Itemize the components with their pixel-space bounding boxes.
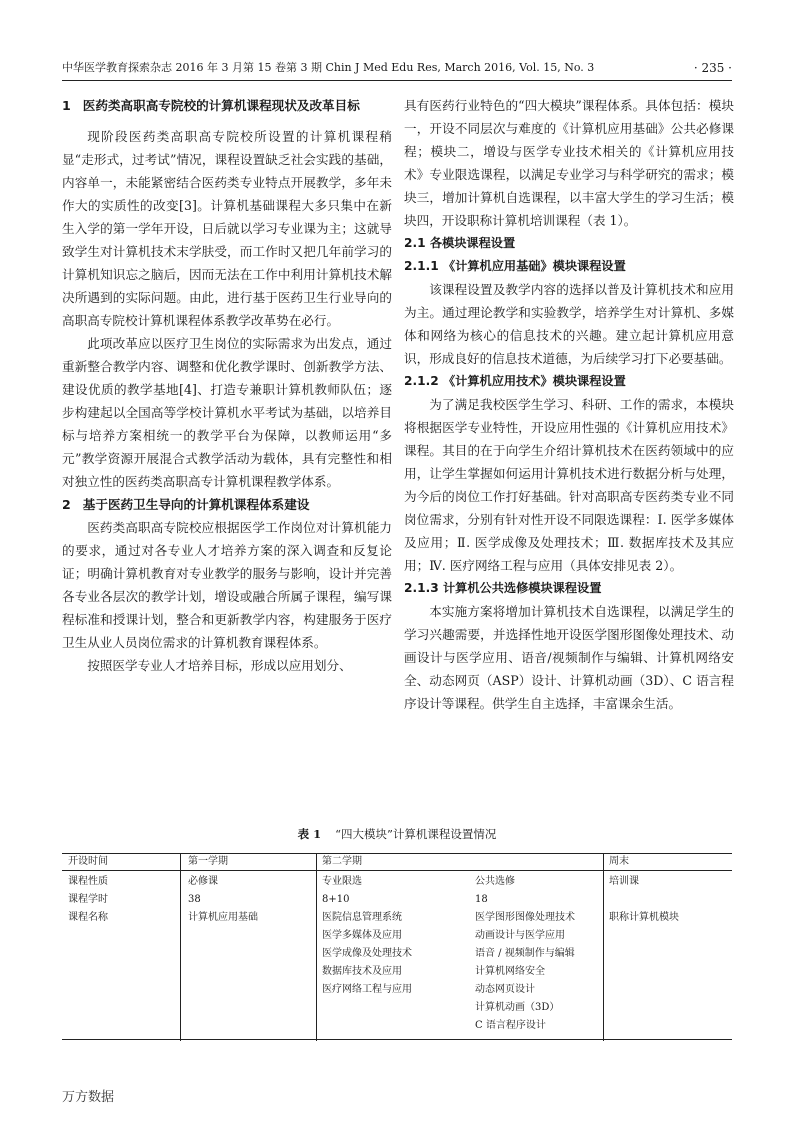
sem2-elective-type: 专业限选 [322, 876, 362, 887]
row-label-type: 课程性质 [68, 876, 108, 887]
paragraph-2: 此项改革应以医疗卫生岗位的实际需求为出发点，通过重新整合教学内容、调整和优化教学课时、创新教学方法、建设优质的教学基地[4]、打造专兼职计算机教师队伍；逐步构建起以全国高等学校计算机水平考试为基础，以培养目标与培养方案相统一的教学平台为保障，以教师运用“多元”教学资源开展混合式教学活动为载体，具有完整性和相对独立性的医药类高职高专计算机课程教学体系。 [62, 336, 392, 489]
header-rule [62, 80, 732, 81]
list-item: C 语言程序设计 [475, 1020, 546, 1031]
running-header [62, 58, 732, 78]
sem2-public-type: 公共选修 [475, 876, 515, 887]
list-item: 医疗网络工程与应用 [322, 984, 412, 995]
heading-2-1-3: 2.1.3 计算机公共选修模块课程设置 [404, 581, 602, 595]
header-weekend: 周末 [609, 856, 629, 867]
public-course-list [475, 909, 575, 1035]
heading-2-1: 2.1 各模块课程设置 [404, 236, 516, 250]
table-top-rule [62, 853, 732, 854]
footer-watermark: 万方数据 [62, 1090, 115, 1105]
weekend-type: 培训课 [609, 876, 639, 887]
table-bottom-rule [62, 1039, 732, 1040]
table-title: “四大模块”计算机课程设置情况 [335, 827, 497, 841]
list-item: 计算机动画（3D） [475, 1002, 560, 1013]
list-item: 计算机网络安全 [475, 966, 545, 977]
section-1-number: 1 [62, 98, 71, 113]
list-item: 医学图形图像处理技术 [475, 912, 575, 923]
list-item: 医学成像及处理技术 [322, 948, 412, 959]
paragraph-4: 按照医学专业人才培养目标，形成以应用划分、 [87, 658, 352, 673]
table-divider-2 [316, 853, 317, 1041]
list-item: 动画设计与医学应用 [475, 930, 565, 941]
paragraph-electives: 本实施方案将增加计算机技术自选课程，以满足学生的学习兴趣需要，并选择性地开设医学图形图像处理技术、动画设计与医学应用、语音/视频制作与编辑、计算机网络安全、动态网页（ASP）设计、计算机动画（3D）、C 语言程序设计等课程。供学生自主选择，丰富课余生活。 [404, 604, 734, 711]
table-header-rule [62, 870, 732, 871]
weekend-course: 职称计算机模块 [609, 912, 679, 923]
sem2-elective-hours: 8+10 [322, 894, 350, 905]
list-item: 医院信息管理系统 [322, 912, 402, 923]
table-caption [62, 826, 732, 842]
list-item: 数据库技术及应用 [322, 966, 402, 977]
page-number: · 235 · [693, 61, 732, 75]
table-divider-3 [603, 853, 604, 1041]
right-column [404, 94, 734, 715]
header-time: 开设时间 [68, 856, 108, 867]
section-2-heading [62, 493, 392, 516]
paragraph-basics: 该课程设置及教学内容的选择以普及计算机技术和应用为主。通过理论教学和实验教学，培养学生对计算机、多媒体和网络为核心的信息技术的兴趣。建立起计算机应用意识，形成良好的信息技术道德，为后续学习打下必要基础。 [404, 282, 734, 366]
header-semester-1: 第一学期 [188, 856, 228, 867]
list-item: 语音 / 视频制作与编辑 [475, 948, 575, 959]
sem1-type: 必修课 [188, 876, 218, 887]
list-item: 医学多媒体及应用 [322, 930, 402, 941]
left-column [62, 94, 392, 677]
sem1-hours: 38 [188, 894, 201, 905]
heading-2-1-2: 2.1.2 《计算机应用技术》模块课程设置 [404, 374, 626, 388]
table-divider-1 [180, 853, 181, 1041]
header-semester-2: 第二学期 [322, 856, 362, 867]
elective-course-list [322, 909, 412, 999]
sem1-course: 计算机应用基础 [188, 912, 258, 923]
paragraph-3: 医药类高职高专院校应根据医学工作岗位对计算机能力的要求，通过对各专业人才培养方案的深入调查和反复论证；明确计算机教育对专业教学的服务与影响，设计并完善各专业各层次的教学计划，增设或融合所属子课程，编写课程标准和授课计划，整合和更新教学内容，构建服务于医疗卫生从业人员岗位需求的计算机教育课程体系。 [62, 520, 392, 650]
row-label-courses: 课程名称 [68, 912, 108, 923]
section-2-number: 2 [62, 497, 71, 512]
list-item: 动态网页设计 [475, 984, 535, 995]
paragraph-modules: 具有医药行业特色的“四大模块”课程体系。具体包括：模块一，开设不同层次与难度的《计算机应用基础》公共必修课程；模块二，增设与医学专业技术相关的《计算机应用技术》专业限选课程，以满足专业学习与科学研究的需求；模块三，增加计算机自选课程，以丰富大学生的学习生活；模块四，开设职称计算机培训课程（表 1）。 [404, 98, 734, 228]
paragraph-applications: 为了满足我校医学生学习、科研、工作的需求，本模块将根据医学专业特性，开设应用性强的《计算机应用技术》课程。其目的在于向学生介绍计算机技术在医药领域中的应用，让学生掌握如何运用计算机技术进行数据分析与处理，为今后的岗位工作打好基础。针对高职高专医药类专业不同岗位需求，分别有针对性开设不同限选课程：Ⅰ. 医学多媒体及应用；Ⅱ. 医学成像及处理技术；Ⅲ. 数据库技术及其应用；Ⅳ. 医疗网络工程与应用（具体安排见表 2）。 [404, 397, 734, 573]
row-label-hours: 课程学时 [68, 894, 108, 905]
section-2-title: 基于医药卫生导向的计算机课程体系建设 [82, 497, 310, 512]
heading-2-1-1: 2.1.1 《计算机应用基础》模块课程设置 [404, 259, 626, 273]
course-table [62, 853, 732, 1041]
section-1-heading [62, 94, 392, 117]
table-number: 表 1 [297, 827, 322, 841]
section-1-title: 医药类高职高专院校的计算机课程现状及改革目标 [82, 98, 360, 113]
paragraph-1: 现阶段医药类高职高专院校所设置的计算机课程稍显“走形式，过考试”情况，课程设置缺乏社会实践的基础，内容单一，未能紧密结合医药类专业特点开展教学，多年未作大的实质性的改变[3]。计算机基础课程大多只集中在新生入学的第一学年开设，日后就以学习专业课为主；这就导致学生对计算机技术末学肤受，而工作时又把几年前学习的计算机知识忘之脑后，因而无法在工作中利用计算机技术解决所遇到的实际问题。由此，进行基于医药卫生行业导向的高职高专院校计算机课程体系教学改革势在必行。 [62, 129, 392, 328]
sem2-public-hours: 18 [475, 894, 488, 905]
journal-info: 中华医学教育探索杂志 2016 年 3 月第 15 卷第 3 期 Chin J Med Edu Res, March 2016, Vol. 15, No. 3 [62, 61, 595, 74]
